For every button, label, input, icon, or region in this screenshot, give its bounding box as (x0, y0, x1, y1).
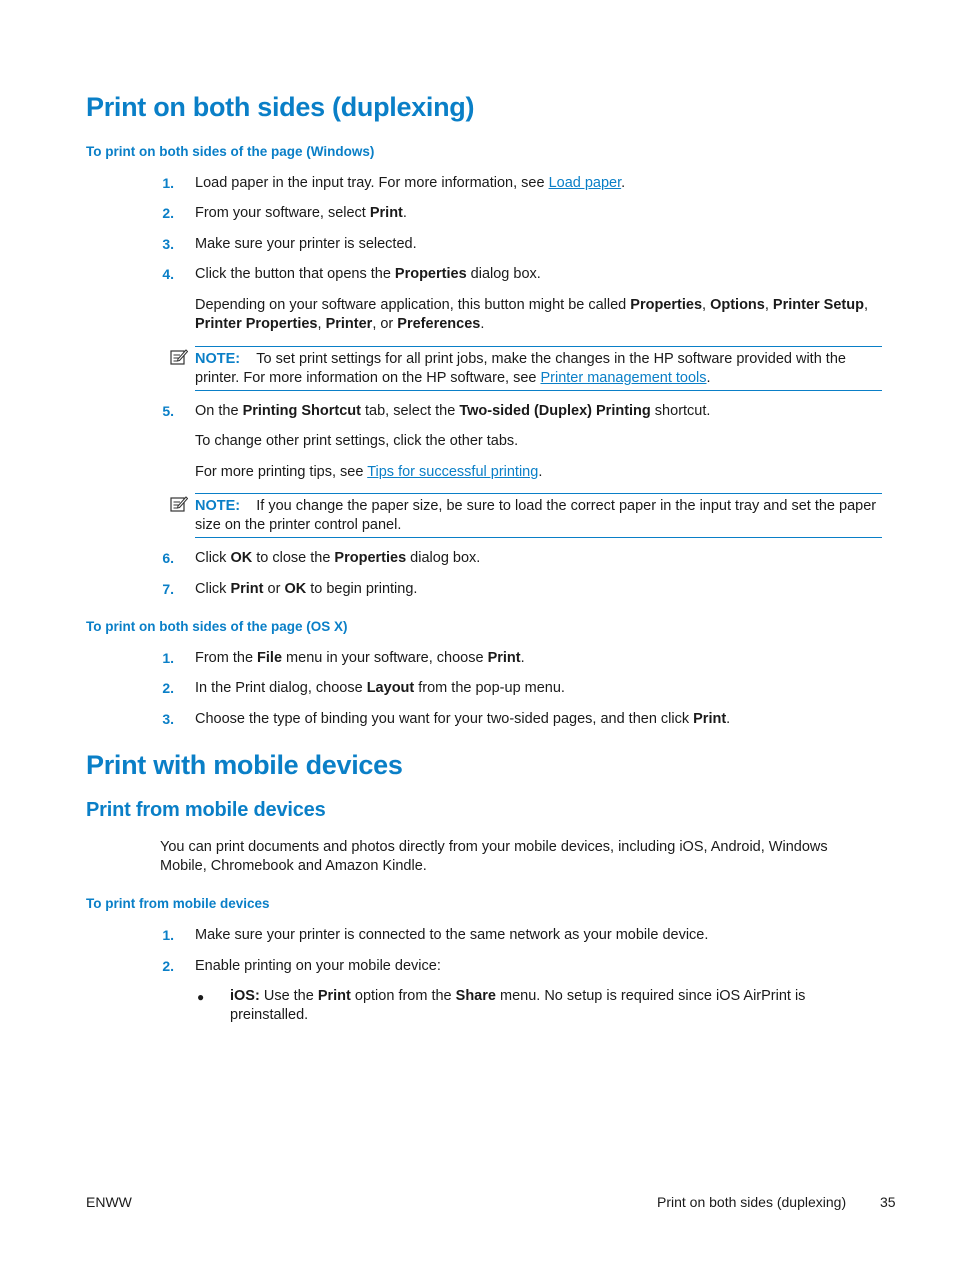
note-bottom-rule (195, 390, 882, 391)
tips-link[interactable]: Tips for successful printing (367, 464, 539, 480)
bold-term: Print (693, 711, 727, 727)
footer-section-title: Print on both sides (duplexing) (657, 1194, 847, 1210)
step-text (195, 710, 730, 729)
step-text: Make sure your printer is selected. (195, 236, 417, 252)
step-text-part: dialog box. (466, 266, 541, 282)
text-part: , (764, 297, 773, 313)
page-number: 35 (880, 1194, 896, 1210)
step-text-part: or (263, 581, 285, 597)
step-text-part: In the Print dialog, choose (195, 680, 367, 696)
step-text-part: Click the button that opens the (195, 266, 395, 282)
bold-term: Printer Setup (772, 297, 864, 313)
step-number: 4. (162, 266, 174, 282)
bold-term: Printer (325, 316, 373, 332)
step-text-part: . (520, 650, 525, 666)
step4-extra-line2 (195, 315, 484, 334)
note-top-rule (195, 493, 882, 494)
note-bottom-rule (195, 537, 882, 538)
note-icon (170, 348, 188, 366)
step-number: 2. (162, 205, 174, 221)
step-number: 2. (162, 958, 174, 974)
text-part: Depending on your software application, this button might be called (195, 297, 631, 313)
text-part: . (706, 370, 711, 386)
bold-term: Two-sided (Duplex) Printing (459, 403, 651, 419)
bold-term: Print (317, 988, 351, 1004)
bold-term: Preferences (397, 316, 481, 332)
bold-term: Properties (334, 550, 407, 566)
step4-extra-line1 (195, 296, 868, 315)
step-number: 2. (162, 680, 174, 696)
step-text-part: From your software, select (195, 205, 370, 221)
bold-term: Share (455, 988, 496, 1004)
bold-term: Printer Properties (195, 316, 318, 332)
step-text-part: . (726, 711, 731, 727)
bold-term: Options (710, 297, 765, 313)
step-text (195, 549, 480, 568)
step-number: 1. (162, 927, 174, 943)
note-icon (170, 495, 188, 513)
step-text-part: Click (195, 550, 231, 566)
bold-term: Properties (630, 297, 703, 313)
text-part: , or (372, 316, 398, 332)
text-part: For more printing tips, see (195, 464, 368, 480)
step5-extra2 (195, 463, 542, 482)
step-text-part: On the (195, 403, 243, 419)
step-number: 5. (162, 403, 174, 419)
step-text (195, 580, 417, 599)
step-text: Make sure your printer is connected to the same network as your mobile device. (195, 927, 709, 943)
step-text-part: . (402, 205, 407, 221)
step-text-part: Click (195, 581, 231, 597)
bold-term: Print (487, 650, 521, 666)
intro-paragraph: You can print documents and photos directly from your mobile devices, including iOS, Android, Windows Mobile, Chromebook and Amazon Kindle. (160, 839, 828, 874)
text-part: menu. No setup is required since iOS AirPrint is preinstalled. (230, 988, 806, 1023)
bold-term: Properties (394, 266, 467, 282)
note-body: To set print settings for all print jobs, make the changes in the HP software provided with the printer. For more information on the HP software, see (195, 351, 846, 386)
step-number: 1. (162, 650, 174, 666)
step-text-part: to close the (252, 550, 335, 566)
step-text-part: from the pop-up menu. (414, 680, 565, 696)
step-text-part: Choose the type of binding you want for your two-sided pages, and then click (195, 711, 694, 727)
step-text (195, 402, 710, 421)
step-text (195, 679, 565, 698)
step-number: 7. (162, 581, 174, 597)
note-body: If you change the paper size, be sure to load the correct paper in the input tray and set the paper size on the printer control panel. (195, 498, 877, 533)
note-label: NOTE: (195, 498, 241, 514)
section-subtitle: Print from mobile devices (86, 799, 326, 821)
step-number: 3. (162, 711, 174, 727)
note-text (195, 497, 882, 535)
step-text-part: . (621, 175, 626, 191)
text-part: option from the (350, 988, 456, 1004)
step-text (195, 204, 407, 223)
step-number: 6. (162, 550, 174, 566)
text-part: Use the (259, 988, 318, 1004)
bold-term: OK (230, 550, 253, 566)
footer-left: ENWW (86, 1194, 132, 1210)
load-paper-link[interactable]: Load paper (548, 175, 622, 191)
section-title: Print with mobile devices (86, 750, 403, 780)
text-part: , (702, 297, 711, 313)
step-text-part: Load paper in the input tray. For more information, see (195, 175, 549, 191)
page-title: Print on both sides (duplexing) (86, 92, 475, 122)
note-top-rule (195, 346, 882, 347)
text-part: . (480, 316, 485, 332)
osx-heading: To print on both sides of the page (OS X) (86, 619, 348, 634)
step-text-part: From the (195, 650, 258, 666)
bold-term: File (257, 650, 283, 666)
text-part: , (863, 297, 868, 313)
step-number: 1. (162, 175, 174, 191)
step-text-part: shortcut. (650, 403, 711, 419)
note-label: NOTE: (195, 351, 241, 367)
note-text (195, 350, 882, 388)
text-part: , (317, 316, 326, 332)
step-text-part: to begin printing. (306, 581, 418, 597)
bold-term: OK (284, 581, 307, 597)
bold-term: Printing Shortcut (242, 403, 361, 419)
windows-heading: To print on both sides of the page (Windows) (86, 144, 375, 159)
bold-term: Print (369, 205, 403, 221)
bold-term: iOS: (230, 988, 260, 1004)
bullet-text (230, 987, 850, 1025)
mobile-heading: To print from mobile devices (86, 896, 270, 911)
step-text: Enable printing on your mobile device: (195, 958, 441, 974)
printer-management-tools-link[interactable]: Printer management tools (540, 370, 707, 386)
bold-term: Layout (366, 680, 415, 696)
step-text-part: tab, select the (360, 403, 460, 419)
step5-extra1: To change other print settings, click the other tabs. (195, 433, 519, 449)
step-number: 3. (162, 236, 174, 252)
step-text-part: menu in your software, choose (282, 650, 488, 666)
step-text (195, 265, 541, 284)
step-text (195, 649, 525, 668)
bullet-dot: ● (197, 990, 205, 1004)
step-text (195, 174, 625, 193)
step-text-part: dialog box. (406, 550, 481, 566)
text-part: . (538, 464, 543, 480)
bold-term: Print (230, 581, 264, 597)
